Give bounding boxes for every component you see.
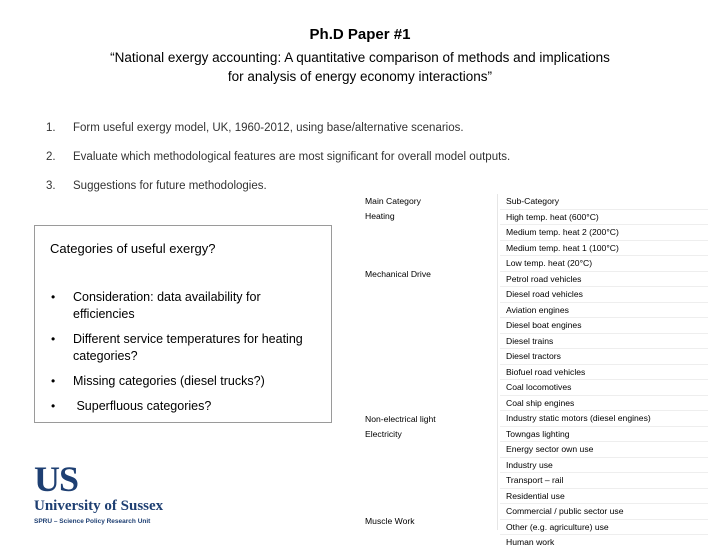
main-category-muscle-work: Muscle Work xyxy=(365,516,415,526)
paper-subtitle xyxy=(60,48,660,86)
bullet-item xyxy=(51,398,303,415)
aim-number: 2. xyxy=(46,151,56,163)
table-row: Other (e.g. agriculture) use xyxy=(500,520,708,536)
table-row: Medium temp. heat 2 (200°C) xyxy=(500,225,708,241)
aim-item xyxy=(46,151,510,180)
table-row: Medium temp. heat 1 (100°C) xyxy=(500,241,708,257)
table-row: Coal ship engines xyxy=(500,396,708,412)
table-row: Energy sector own use xyxy=(500,442,708,458)
aim-item xyxy=(46,122,510,151)
table-row: Diesel tractors xyxy=(500,349,708,365)
categories-box xyxy=(34,225,332,423)
table-row: Diesel road vehicles xyxy=(500,287,708,303)
bullet-list xyxy=(51,289,303,423)
bullet-dot-icon: • xyxy=(51,332,56,346)
bullet-text: Consideration: data availability for efficiencies xyxy=(73,290,261,321)
bullet-item xyxy=(51,373,303,390)
main-category-header: Main Category xyxy=(365,196,421,206)
logo-mark: US xyxy=(34,459,79,499)
aim-text: Evaluate which methodological features are most significant for overall model outputs. xyxy=(73,151,511,163)
bullet-item xyxy=(51,331,303,365)
table-row: Commercial / public sector use xyxy=(500,504,708,520)
table-row: Towngas lighting xyxy=(500,427,708,443)
sub-category-header: Sub-Category xyxy=(500,194,708,210)
table-row: Human work xyxy=(506,537,555,547)
sub-category-column xyxy=(500,194,708,550)
table-row: Aviation engines xyxy=(500,303,708,319)
aim-text: Suggestions for future methodologies. xyxy=(73,180,267,192)
main-category-mechanical-drive: Mechanical Drive xyxy=(365,269,431,279)
bullet-dot-icon: • xyxy=(51,399,56,413)
table-row: Industry static motors (diesel engines) xyxy=(500,411,708,427)
subtitle-line-2: for analysis of energy economy interactions” xyxy=(227,69,493,84)
table-row: Transport – rail xyxy=(500,473,708,489)
aim-text: Form useful exergy model, UK, 1960-2012, using base/alternative scenarios. xyxy=(73,122,464,134)
table-row: Industry use xyxy=(500,458,708,474)
bullet-text: Different service temperatures for heating categories? xyxy=(73,332,303,363)
bullet-dot-icon: • xyxy=(51,290,56,304)
table-row: Residential use xyxy=(500,489,708,505)
main-category-heating: Heating xyxy=(365,211,395,221)
logo-unit: SPRU – Science Policy Research Unit xyxy=(34,518,151,525)
bullet-item xyxy=(51,289,303,323)
table-row: Petrol road vehicles xyxy=(500,272,708,288)
table-row: Diesel trains xyxy=(500,334,708,350)
table-row: Diesel boat engines xyxy=(500,318,708,334)
table-row: Biofuel road vehicles xyxy=(500,365,708,381)
aim-number: 3. xyxy=(46,180,56,192)
university-logo xyxy=(34,459,164,525)
bullet-dot-icon: • xyxy=(51,374,56,388)
table-row: Coal locomotives xyxy=(500,380,708,396)
bullet-text: Missing categories (diesel trucks?) xyxy=(73,374,265,388)
main-category-non-electrical-light: Non-electrical light xyxy=(365,414,436,424)
aim-number: 1. xyxy=(46,122,56,134)
subtitle-line-1: “National exergy accounting: A quantitative comparison of methods and implications xyxy=(110,50,610,65)
box-title: Categories of useful exergy? xyxy=(50,241,216,256)
main-category-column xyxy=(360,194,498,530)
table-row: Low temp. heat (20°C) xyxy=(500,256,708,272)
main-category-electricity: Electricity xyxy=(365,429,402,439)
table-row: High temp. heat (600°C) xyxy=(500,210,708,226)
category-table xyxy=(360,194,710,547)
bullet-text: Superfluous categories? xyxy=(73,399,212,413)
page-title: Ph.D Paper #1 xyxy=(309,26,411,43)
logo-name: University of Sussex xyxy=(34,498,164,514)
